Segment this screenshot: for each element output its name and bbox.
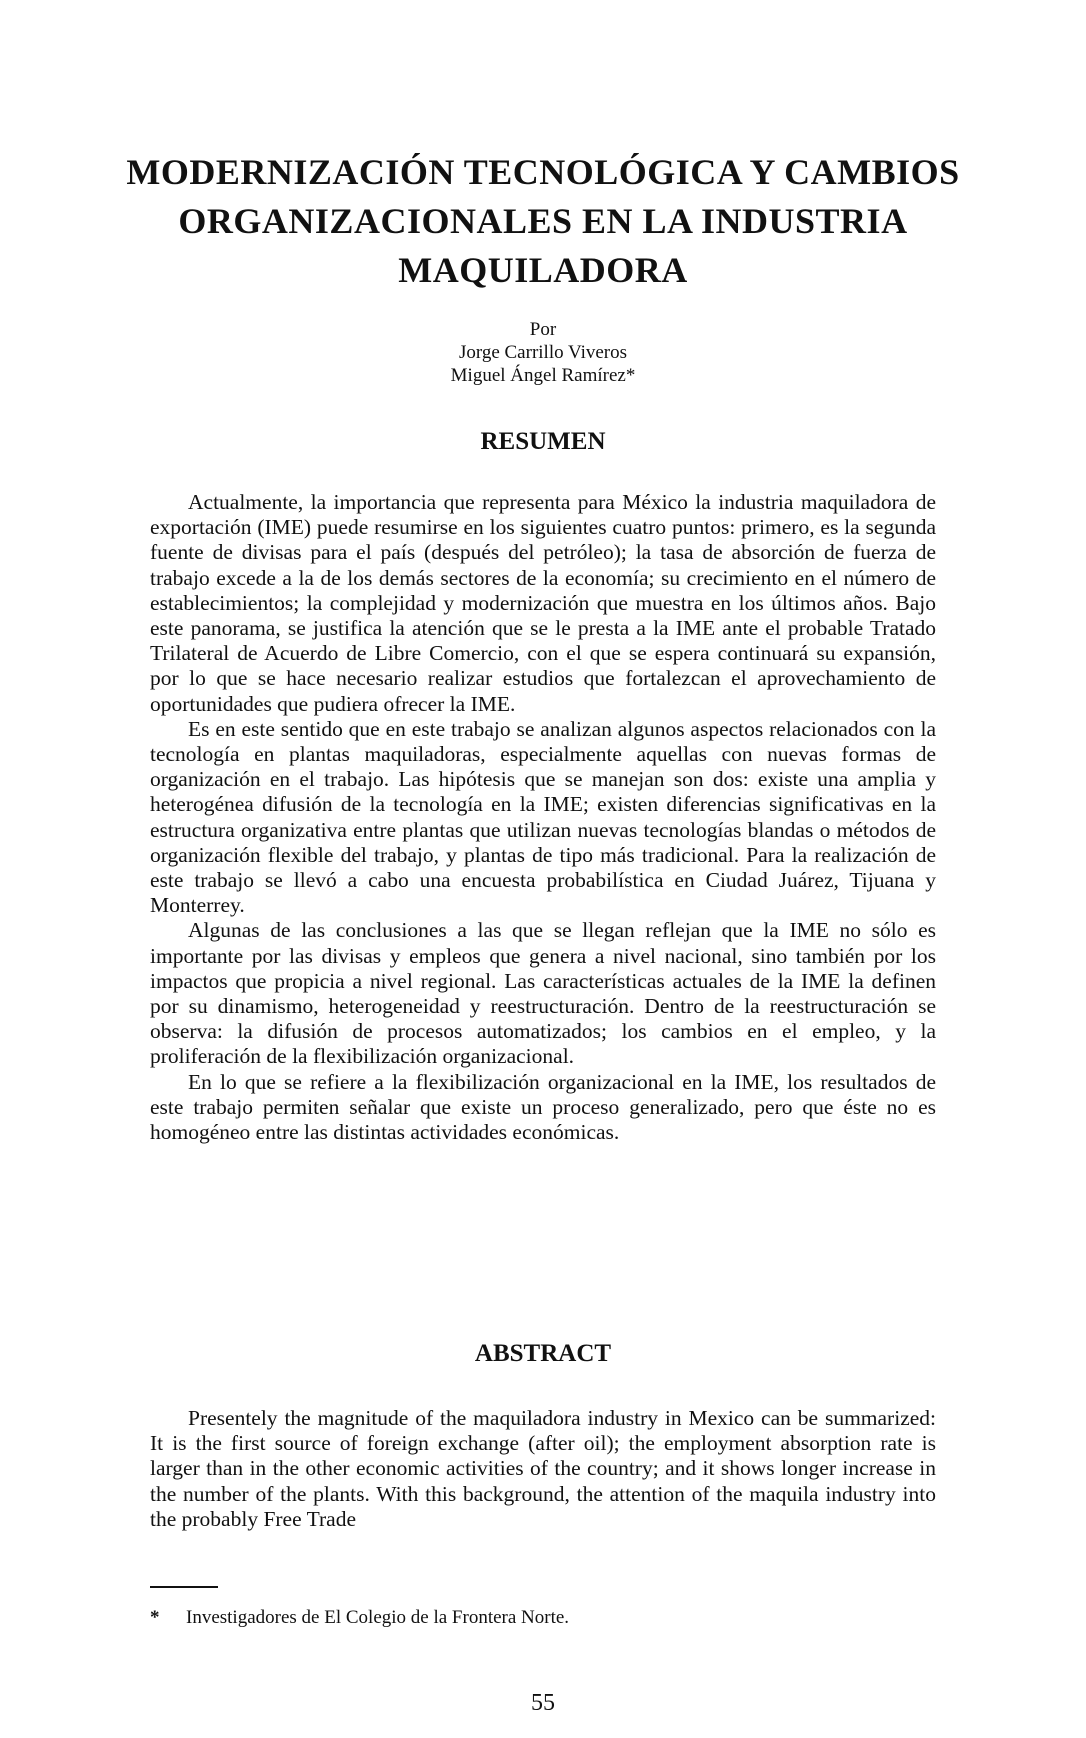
article-title [100, 148, 986, 295]
title-line: ORGANIZACIONALES EN LA INDUSTRIA [178, 201, 908, 241]
resumen-body [150, 490, 936, 1145]
footnote-divider [150, 1586, 218, 1588]
footnote [150, 1606, 569, 1630]
resumen-paragraph: Algunas de las conclusiones a las que se llegan reflejan que la IME no sólo es importante por las divisas y empleos que genera a nivel nacional, sino también por los impactos que propicia a nivel regional. Las características actuales de la IME la definen por su dinamismo, heterogeneidad y reestructuración. Dentro de la reestructuración se observa: la difusión de procesos automatizados; los cambios en el empleo, y la proliferación de la flexibilización organizacional. [150, 918, 936, 1069]
byline-por: Por [529, 319, 557, 340]
resumen-paragraph: Actualmente, la importancia que representa para México la industria maquiladora de exportación (IME) puede resumirse en los siguientes cuatro puntos: primero, es la segunda fuente de divisas para el país (después del petróleo); la tasa de absorción de fuerza de trabajo excede a la de los demás sectores de la economía; su crecimiento en el número de establecimientos; la complejidad y modernización que muestra en los últimos años. Bajo este panorama, se justifica la atención que se le presta a la IME ante el probable Tratado Trilateral de Acuerdo de Libre Comercio, con el que se espera continuará su expansión, por lo que se hace necesario realizar estudios que fortalezcan el aprovechamiento de oportunidades que pudiera ofrecer la IME. [150, 490, 936, 716]
abstract-heading: ABSTRACT [474, 1340, 612, 1367]
abstract-paragraph: Presentely the magnitude of the maquiladora industry in Mexico can be summarized: It is the first source of foreign exchange (after oil); the employment absorption rate is larger than in the other economic activities of the country; and it shows longer increase in the number of the plants. With this background, the attention of the maquila industry into the probably Free Trade [150, 1406, 936, 1531]
byline [343, 318, 743, 387]
resumen-heading: RESUMEN [480, 428, 606, 455]
title-line: MODERNIZACIÓN TECNOLÓGICA Y CAMBIOS [126, 152, 960, 192]
author-name: Jorge Carrillo Viveros [458, 342, 628, 363]
resumen-paragraph: Es en este sentido que en este trabajo se analizan algunos aspectos relacionados con la tecnología en plantas maquiladoras, especialmente aquellas con nuevas formas de organización en el trabajo. Las hipótesis que se manejan son dos: existe una amplia y heterogénea difusión de la tecnología en la IME; existen diferencias significativas en la estructura organizativa entre plantas que utilizan nuevas tecnologías blandas o métodos de organización flexible del trabajo, y plantas de tipo más tradicional. Para la realización de este trabajo se llevó a cabo una encuesta probabilística en Ciudad Juárez, Tijuana y Monterrey. [150, 716, 936, 918]
author-name: Miguel Ángel Ramírez* [450, 365, 636, 386]
footnote-marker: * [150, 1607, 160, 1628]
abstract-body [150, 1406, 936, 1532]
title-line: MAQUILADORA [398, 250, 688, 290]
footnote-text: Investigadores de El Colegio de la Frontera Norte. [186, 1607, 570, 1628]
resumen-paragraph: En lo que se refiere a la flexibilización organizacional en la IME, los resultados de este trabajo permiten señalar que existe un proceso generalizado, pero que éste no es homogéneo entre las distintas actividades económicas. [150, 1069, 936, 1145]
page-number: 55 [531, 1690, 555, 1716]
